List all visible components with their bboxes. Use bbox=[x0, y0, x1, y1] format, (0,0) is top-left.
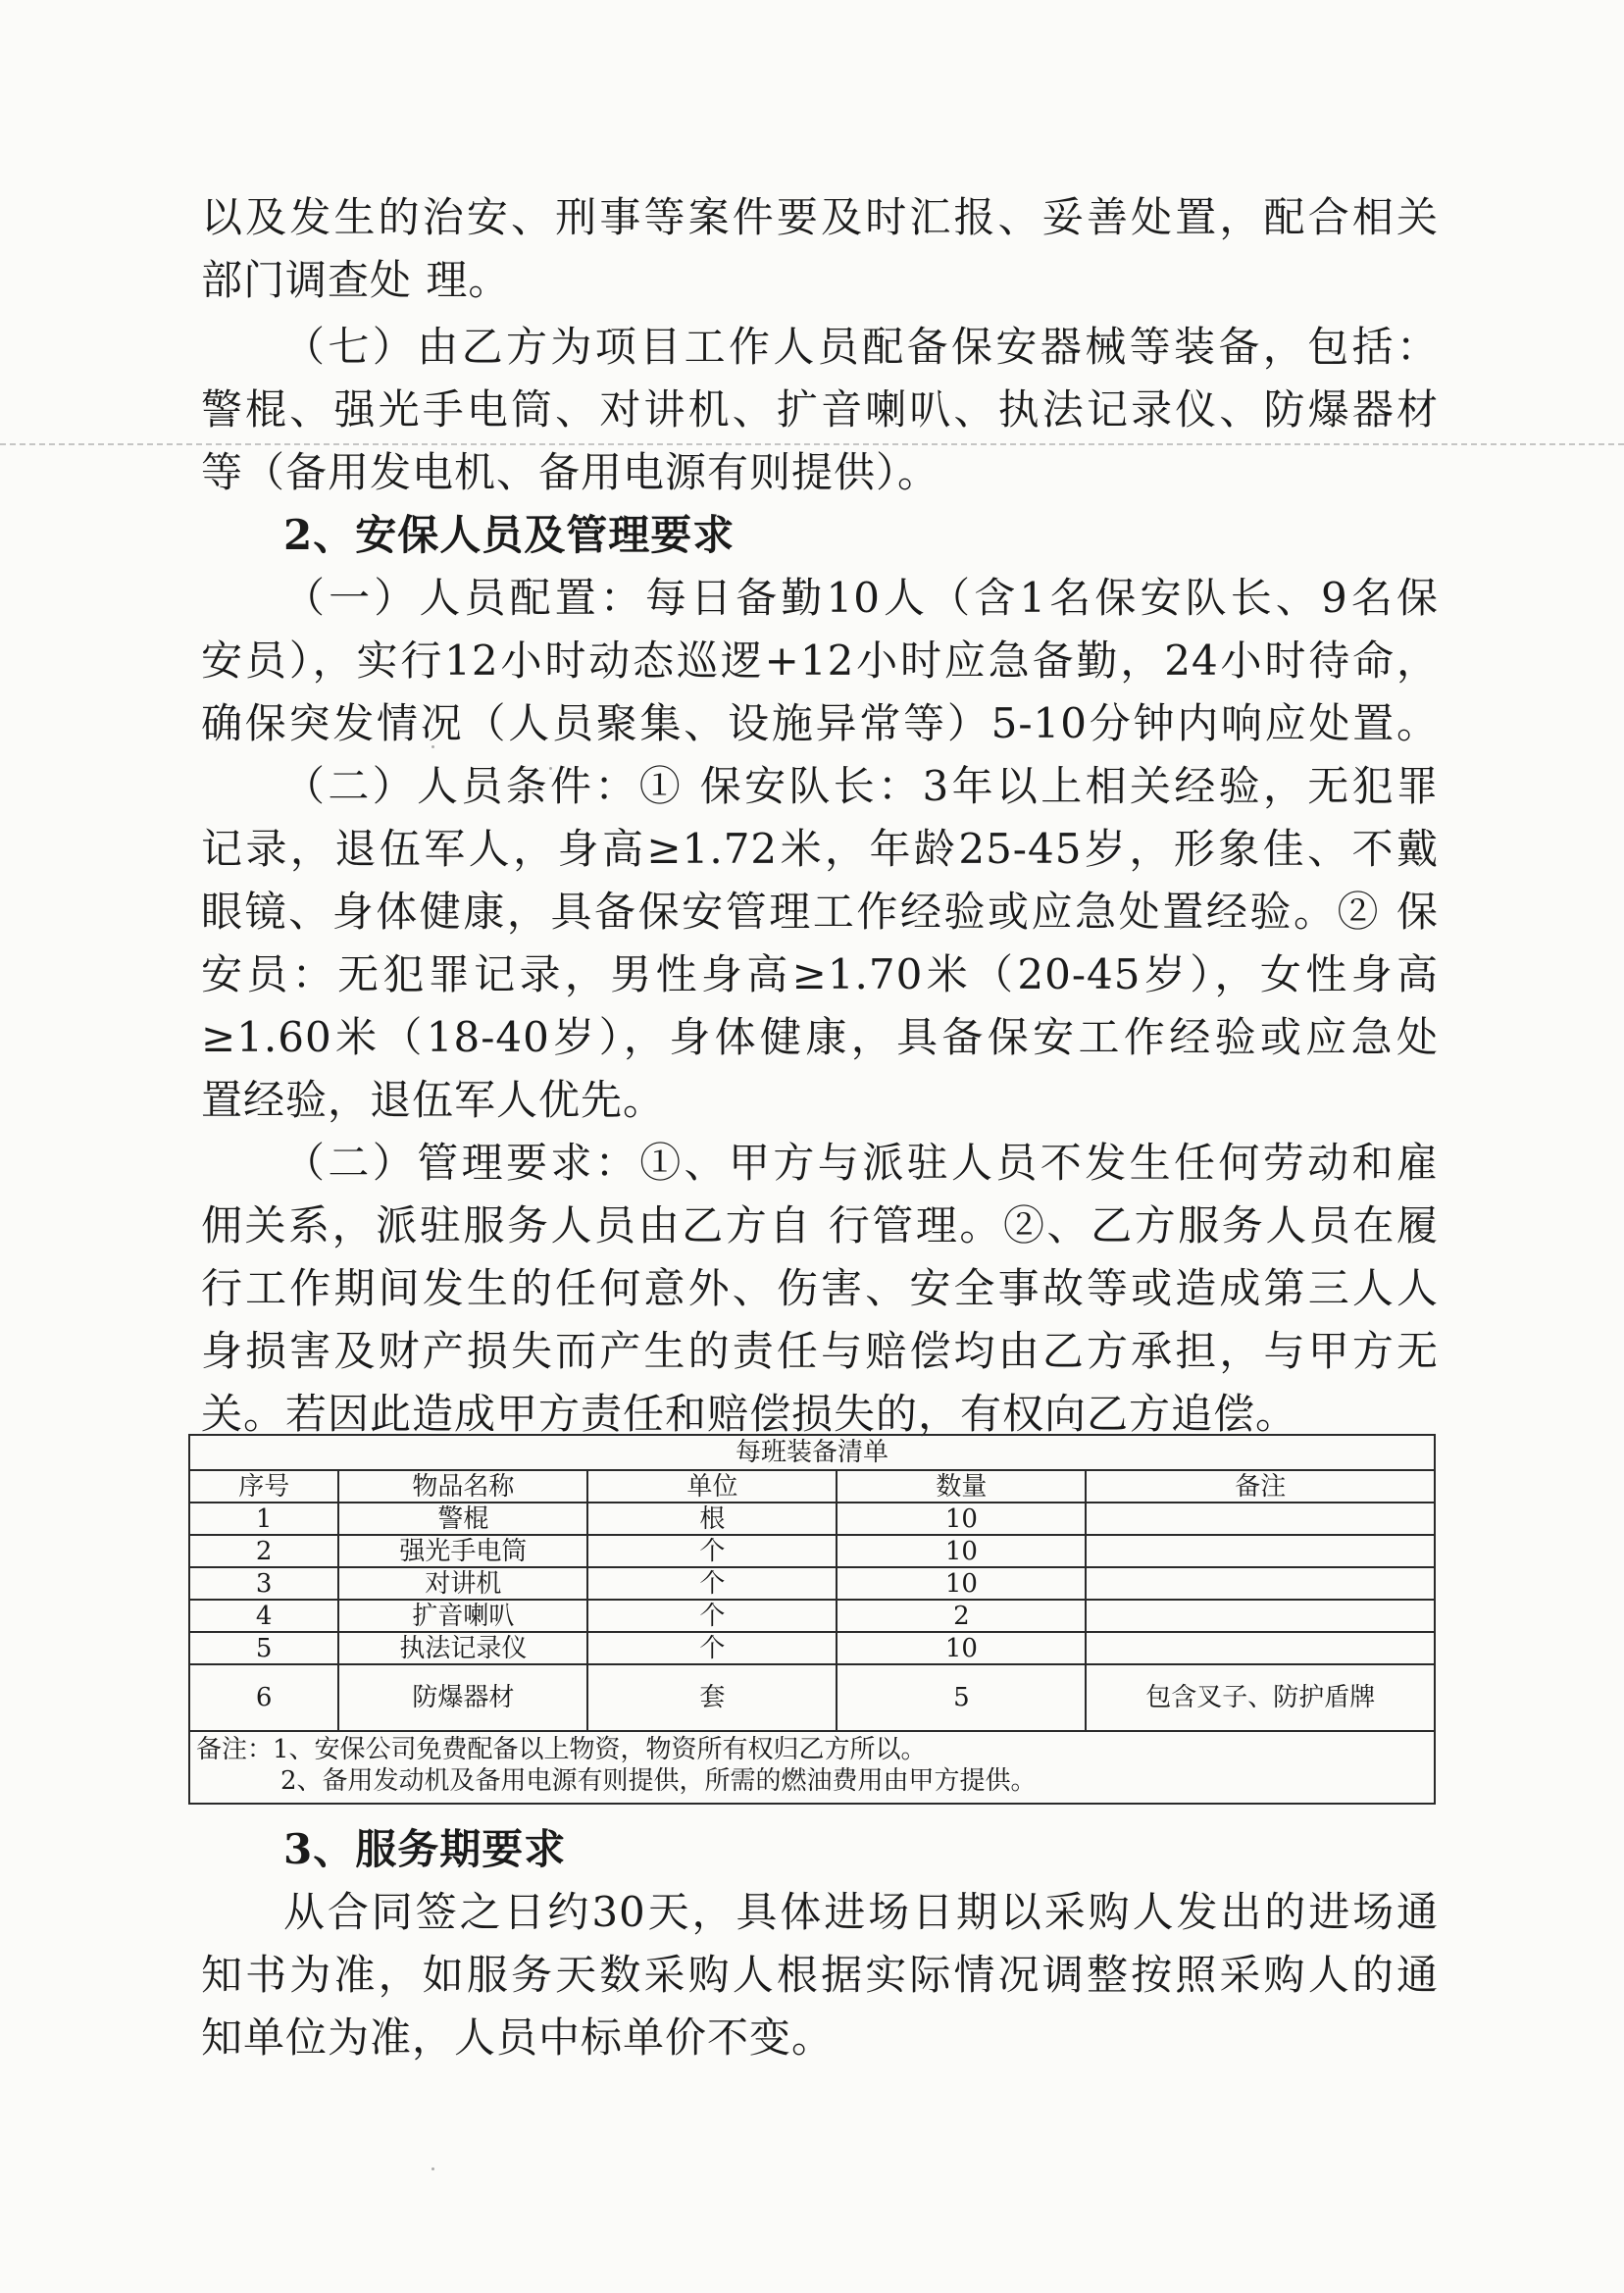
column-header: 备注 bbox=[1086, 1470, 1435, 1503]
remark-text: 1、安保公司免费配备以上物资，物资所有权归乙方所以。 bbox=[273, 1735, 927, 1764]
table-remarks bbox=[189, 1731, 1435, 1804]
table-row bbox=[189, 1535, 1435, 1567]
table-header-row bbox=[189, 1470, 1435, 1503]
paragraph-line: 置经验，退伍军人优先。 bbox=[201, 1076, 666, 1124]
table-cell: 根 bbox=[587, 1503, 837, 1535]
remark-line: 2、备用发动机及备用电源有则提供，所需的燃油费用由甲方提供。 bbox=[280, 1766, 1037, 1796]
paragraph-line: （一）人员配置：每日备勤10人（含1名保安队长、9名保 bbox=[283, 574, 1439, 622]
table-cell: 强光手电筒 bbox=[338, 1535, 587, 1567]
column-header: 序号 bbox=[189, 1470, 338, 1503]
paragraph-line: 身损害及财产损失而产生的责任与赔偿均由乙方承担，与甲方无 bbox=[201, 1327, 1439, 1375]
scan-speck bbox=[431, 2167, 434, 2170]
paragraph-line: 佣关系，派驻服务人员由乙方自 行管理。②、乙方服务人员在履 bbox=[201, 1201, 1439, 1249]
table-cell: 10 bbox=[837, 1503, 1086, 1535]
table-cell bbox=[1086, 1535, 1435, 1567]
table-cell bbox=[1086, 1567, 1435, 1600]
table-cell: 6 bbox=[189, 1664, 338, 1731]
paragraph-line: （二）管理要求：①、甲方与派驻人员不发生任何劳动和雇 bbox=[283, 1139, 1439, 1187]
table-cell: 个 bbox=[587, 1600, 837, 1632]
paragraph-line: 眼镜、身体健康，具备保安管理工作经验或应急处置经验。② 保 bbox=[201, 888, 1439, 936]
table-cell: 个 bbox=[587, 1632, 837, 1664]
column-header: 物品名称 bbox=[338, 1470, 587, 1503]
table-cell: 对讲机 bbox=[338, 1567, 587, 1600]
table-row bbox=[189, 1600, 1435, 1632]
table-cell: 警棍 bbox=[338, 1503, 587, 1535]
section-heading: 2、安保人员及管理要求 bbox=[283, 511, 736, 559]
paragraph-line: 从合同签之日约30天，具体进场日期以采购人发出的进场通 bbox=[283, 1888, 1439, 1936]
table-cell: 个 bbox=[587, 1535, 837, 1567]
table-cell: 执法记录仪 bbox=[338, 1632, 587, 1664]
table-cell: 10 bbox=[837, 1535, 1086, 1567]
remark-label: 备注： bbox=[196, 1735, 274, 1764]
paragraph-line: 部门调查处 理。 bbox=[201, 256, 511, 304]
paragraph-line: 安员：无犯罪记录，男性身高≥1.70米（20-45岁），女性身高 bbox=[201, 950, 1439, 998]
remark-line bbox=[196, 1734, 1428, 1765]
paragraph-line: 安员），实行12小时动态巡逻+12小时应急备勤，24小时待命， bbox=[201, 637, 1439, 685]
table-cell: 1 bbox=[189, 1503, 338, 1535]
table-row bbox=[189, 1632, 1435, 1664]
table-cell: 扩音喇叭 bbox=[338, 1600, 587, 1632]
table-cell: 个 bbox=[587, 1567, 837, 1600]
paragraph-line: 知单位为准，人员中标单价不变。 bbox=[201, 2013, 835, 2062]
paragraph-line: （七）由乙方为项目工作人员配备保安器械等装备，包括： bbox=[283, 323, 1439, 371]
paragraph-line: 关。若因此造成甲方责任和赔偿损失的，有权向乙方追偿。 bbox=[201, 1390, 1298, 1438]
paragraph-line: 等（备用发电机、备用电源有则提供）。 bbox=[201, 448, 940, 496]
paragraph-line: 知书为准，如服务天数采购人根据实际情况调整按照采购人的通 bbox=[201, 1951, 1439, 1999]
section-heading: 3、服务期要求 bbox=[283, 1825, 567, 1873]
paragraph-line: 以及发生的治安、刑事等案件要及时汇报、妥善处置，配合相关 bbox=[201, 193, 1439, 241]
document-body bbox=[201, 186, 1439, 1446]
paragraph-line: 行工作期间发生的任何意外、伤害、安全事故等或造成第三人人 bbox=[201, 1264, 1439, 1312]
paragraph-line: 记录，退伍军人，身高≥1.72米，年龄25-45岁，形象佳、不戴 bbox=[201, 825, 1439, 873]
table-cell: 10 bbox=[837, 1567, 1086, 1600]
paragraph-line: 警棍、强光手电筒、对讲机、扩音喇叭、执法记录仪、防爆器材 bbox=[201, 385, 1439, 433]
table-cell: 包含叉子、防护盾牌 bbox=[1086, 1664, 1435, 1731]
table-row bbox=[189, 1567, 1435, 1600]
equipment-table bbox=[188, 1434, 1436, 1805]
table-cell: 2 bbox=[189, 1535, 338, 1567]
paragraph-line: ≥1.60米（18-40岁），身体健康，具备保安工作经验或应急处 bbox=[201, 1013, 1439, 1061]
table-cell: 3 bbox=[189, 1567, 338, 1600]
table-cell: 10 bbox=[837, 1632, 1086, 1664]
table-cell bbox=[1086, 1632, 1435, 1664]
table-title: 每班装备清单 bbox=[189, 1435, 1435, 1470]
column-header: 数量 bbox=[837, 1470, 1086, 1503]
table-cell bbox=[1086, 1600, 1435, 1632]
table-cell: 2 bbox=[837, 1600, 1086, 1632]
table-row bbox=[189, 1664, 1435, 1731]
table-row bbox=[189, 1503, 1435, 1535]
table-cell: 套 bbox=[587, 1664, 837, 1731]
paragraph-line: 确保突发情况（人员聚集、设施异常等）5-10分钟内响应处置。 bbox=[201, 699, 1439, 747]
table-cell: 防爆器材 bbox=[338, 1664, 587, 1731]
table-cell: 4 bbox=[189, 1600, 338, 1632]
paragraph-line: （二）人员条件：① 保安队长：3年以上相关经验，无犯罪 bbox=[283, 762, 1439, 810]
table-remarks-row bbox=[189, 1731, 1435, 1804]
table-cell: 5 bbox=[837, 1664, 1086, 1731]
table-cell: 5 bbox=[189, 1632, 338, 1664]
section3-body bbox=[201, 1818, 1439, 2069]
table-cell bbox=[1086, 1503, 1435, 1535]
column-header: 单位 bbox=[587, 1470, 837, 1503]
